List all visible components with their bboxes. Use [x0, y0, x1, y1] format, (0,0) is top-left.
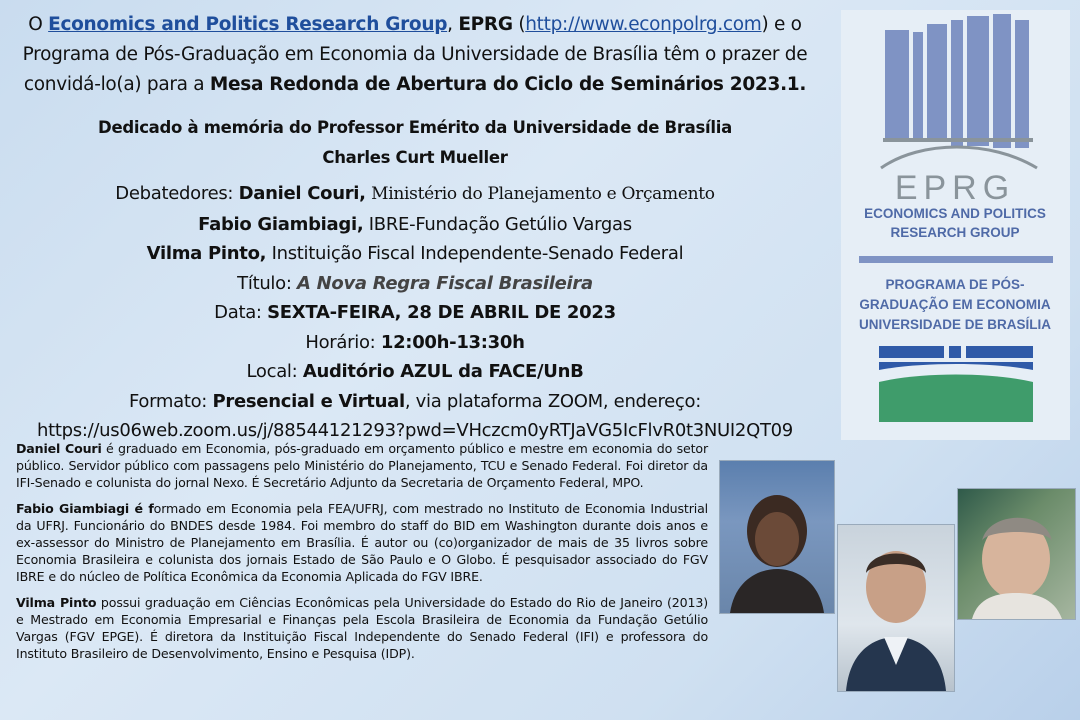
event-details: [20, 179, 810, 446]
debater-org: IBRE-Fundação Getúlio Vargas: [368, 213, 632, 235]
debater-org: Instituição Fiscal Independente-Senado Federal: [271, 243, 684, 264]
program-line: PROGRAMA DE PÓS-: [885, 277, 1025, 292]
debaters-label: Debatedores:: [115, 183, 234, 204]
event-date: SEXTA-FEIRA, 28 DE ABRIL DE 2023: [267, 302, 616, 323]
group-name-link[interactable]: Economics and Politics Research Group: [48, 14, 448, 35]
event-format: Presencial e Virtual: [212, 390, 405, 412]
bio-name: Fabio Giambiagi é f: [16, 500, 154, 516]
speaker-photo-daniel: [837, 524, 955, 692]
location-row: [20, 357, 810, 387]
unb-emblem: [879, 346, 1033, 422]
zoom-link[interactable]: https://us06web.zoom.us/j/88544121293?pwd=VHczcm0yRTJaVG5IcFlvR0t3NUI2QT09: [37, 420, 793, 441]
bio-paragraph: [16, 500, 708, 586]
title-row: [20, 269, 810, 299]
logo-graphic: [841, 10, 1070, 440]
program-line: GRADUAÇÃO EM ECONOMIA: [859, 297, 1051, 312]
bio-text: é graduado em Economia, pós-graduado em orçamento público e mestre em economia do setor público. Servidor público com passagens pelo Ministério do Planejamento, TCU e Senado Federal. Foi diretor da IFI-Senado e colunista do jornal Nexo. É Secretário Adjunto da Secretaria de Orçamento Federal, MPO.: [16, 441, 708, 491]
time-row: [20, 328, 810, 358]
bio-name: Daniel Couri: [16, 441, 102, 456]
debater-org: Ministério do Planejamento e Orçamento: [371, 184, 715, 204]
event-time: 12:00h-13:30h: [380, 331, 525, 353]
date-row: [20, 298, 810, 328]
date-label: Data:: [214, 302, 262, 323]
honoree-name: Charles Curt Mueller: [322, 148, 508, 167]
group-acronym: EPRG: [458, 14, 513, 35]
debater-name: Daniel Couri,: [238, 183, 366, 204]
website-link[interactable]: http://www.econpolrg.com: [525, 14, 762, 35]
intro-mid: ) e o Programa de Pós-Graduação em Economia da Universidade de Brasília têm o prazer de convidá-lo(a) para a: [22, 14, 808, 95]
bio-paragraph: [16, 440, 708, 492]
debater-row-2: [20, 210, 810, 240]
speaker-bios: [16, 440, 708, 670]
speaker-photo-fabio: [957, 488, 1076, 620]
debater-row-1: [20, 179, 810, 210]
bio-paragraph: [16, 594, 708, 663]
talk-title: A Nova Regra Fiscal Brasileira: [297, 272, 593, 294]
eprg-logo: [841, 10, 1070, 440]
intro-paren: (: [512, 14, 526, 35]
intro-sep: ,: [447, 14, 459, 35]
event-location: Auditório AZUL da FACE/UnB: [302, 361, 584, 382]
format-label: Formato:: [128, 390, 208, 412]
intro-prefix: O: [28, 14, 49, 35]
bio-text: ormado em Economia pela FEA/UFRJ, com mestrado no Instituto de Economia Industrial da UFRJ. Funcionário do BNDES desde 1984. Foi membro do staff do BID em Washington durante dois anos e ex-assessor do Ministro de Planejamento em Brasília. É autor ou (co)organizador de mais de 35 livros sobre Economia Brasileira e colunista dos jornais Estado de São Paulo e O Globo. É pesquisador associado do FGV IBRE e do núcleo de Política Econômica da Economia Aplicada do FGV IBRE.: [16, 500, 708, 585]
format-row: [20, 387, 810, 417]
debater-name: Fabio Giambiagi,: [198, 213, 364, 235]
dedication: [20, 113, 810, 173]
intro-paragraph: [20, 10, 810, 100]
debater-name: Vilma Pinto,: [146, 243, 267, 264]
dedication-line: Dedicado à memória do Professor Emérito da Universidade de Brasília: [98, 118, 732, 137]
format-rest: , via plataforma ZOOM, endereço:: [404, 390, 702, 412]
logo-acronym: EPRG: [894, 169, 1016, 207]
location-label: Local:: [246, 361, 298, 382]
logo-name-line: ECONOMICS AND POLITICS: [864, 206, 1046, 221]
logo-name-line: RESEARCH GROUP: [890, 225, 1020, 240]
program-line: UNIVERSIDADE DE BRASÍLIA: [858, 317, 1052, 332]
debater-row-3: [20, 239, 810, 269]
bio-text: possui graduação em Ciências Econômicas pela Universidade do Estado do Rio de Janeiro (2013) e Mestrado em Economia Empresarial e Finanças pela Escola Brasileira de Economia da Fundação Getúlio Vargas (FGV EPGE). É diretora da Instituição Fiscal Independente do Senado Federal (IFI) e professora do Instituto Brasileiro de Desenvolvimento, Ensino e Pesquisa (IDP).: [16, 594, 708, 662]
title-label: Título:: [237, 272, 292, 294]
bio-name: Vilma Pinto: [16, 594, 97, 610]
speaker-photo-vilma: [719, 460, 835, 614]
event-name: Mesa Redonda de Abertura do Ciclo de Seminários 2023.1.: [209, 74, 807, 95]
time-label: Horário:: [305, 331, 376, 353]
building-graphic: [885, 14, 1029, 148]
